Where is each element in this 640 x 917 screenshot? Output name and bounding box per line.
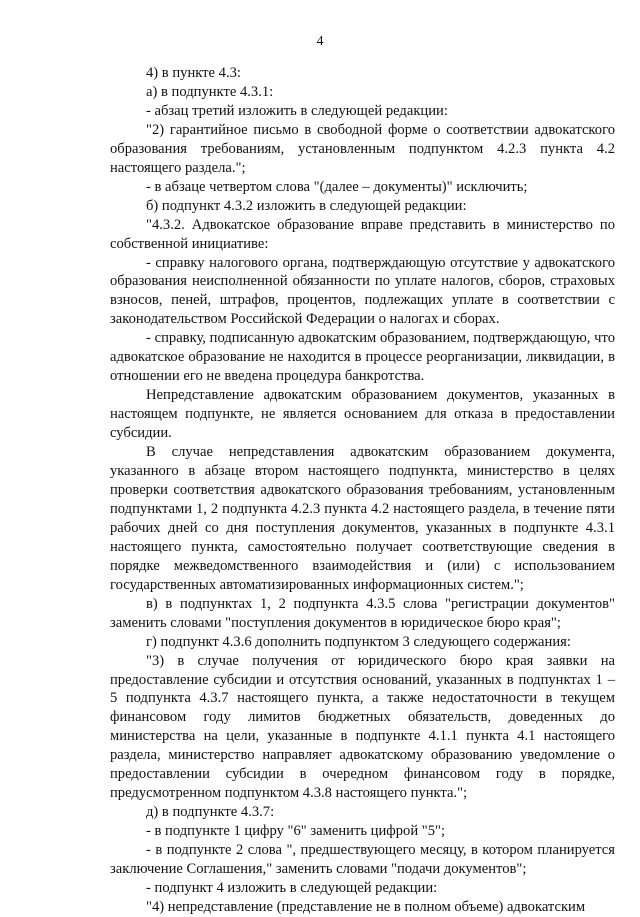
paragraph: - справку, подписанную адвокатским образованием, подтверждающую, что адвокатское образование не находится в процессе реорганизации, ликвидации, в отношении его не введена процедура банкротства. bbox=[110, 330, 615, 385]
document-body bbox=[110, 64, 615, 917]
paragraph: г) подпункт 4.3.6 дополнить подпунктом 3 следующего содержания: bbox=[146, 633, 571, 650]
paragraph: в) в подпунктах 1, 2 подпункта 4.3.5 слова "регистрации документов" заменить словами "поступления документов в юридическое бюро края"; bbox=[110, 595, 615, 631]
paragraph: 4) в пункте 4.3: bbox=[146, 65, 241, 81]
paragraph: Непредставление адвокатским образованием документов, указанных в настоящем подпункте, не является основанием для отказа в предоставлении субсидии. bbox=[110, 387, 615, 442]
paragraph: "3) в случае получения от юридического бюро края заявки на предоставление субсидии и отсутствия оснований, указанных в подпунктах 1 – 5 подпункта 4.3.7 настоящего пункта, а также недостаточности в текущем финансовом году лимитов бюджетных обязательств, доведенных до министерства на цели, указанные в подпункте 4.1.1 пункта 4.1 настоящего раздела, министерство направляет адвокатскому образованию уведомление о предоставлении субсидии в очередном финансовом году в порядке, предусмотренном подпунктом 4.3.8 настоящего пункта."; bbox=[110, 652, 615, 802]
paragraph: В случае непредставления адвокатским образованием документа, указанного в абзаце втором настоящего подпункта, министерство в целях проверки соответствия адвокатского образования требованиям, установленным подпунктами 1, 2 подпункта 4.2.3 пункта 4.2 настоящего раздела, в течение пяти рабочих дней со дня поступления документов, указанных в подпункте 4.3.1 настоящего пункта, самостоятельно получает соответствующие сведения в порядке межведомственного взаимодействия и (или) с использованием государственных автоматизированных информационных систем."; bbox=[110, 444, 615, 593]
paragraph: - справку налогового органа, подтверждающую отсутствие у адвокатского образования неисполненной обязанности по уплате налогов, сборов, страховых взносов, пеней, штрафов, процентов, подлежащих уплате в соответствии с законодательством Российской Федерации о налогах и сборах. bbox=[110, 254, 615, 328]
paragraph: д) в подпункте 4.3.7: bbox=[146, 804, 275, 821]
paragraph: - в абзаце четвертом слова "(далее – документы)" исключить; bbox=[146, 178, 528, 195]
paragraph: "4.3.2. Адвокатское образование вправе представить в министерство по собственной инициативе: bbox=[110, 216, 615, 252]
paragraph: "4) непредставление (представление не в полном объеме) адвокатским bbox=[146, 898, 586, 915]
paragraph: б) подпункт 4.3.2 изложить в следующей редакции: bbox=[146, 197, 467, 214]
paragraph: "2) гарантийное письмо в свободной форме о соответствии адвокатского образования требованиям, установленным подпунктом 4.2.3 пункта 4.2 настоящего раздела."; bbox=[110, 121, 615, 176]
paragraph: - абзац третий изложить в следующей редакции: bbox=[146, 102, 448, 119]
paragraph: - в подпункте 1 цифру "6" заменить цифрой "5"; bbox=[146, 823, 446, 840]
page-number: 4 bbox=[316, 34, 324, 49]
paragraph: а) в подпункте 4.3.1: bbox=[146, 83, 274, 100]
paragraph: - в подпункте 2 слова ", предшествующего месяцу, в котором планируется заключение Соглашения," заменить словами "подачи документов"; bbox=[110, 842, 615, 878]
paragraph: - подпункт 4 изложить в следующей редакции: bbox=[146, 879, 438, 896]
